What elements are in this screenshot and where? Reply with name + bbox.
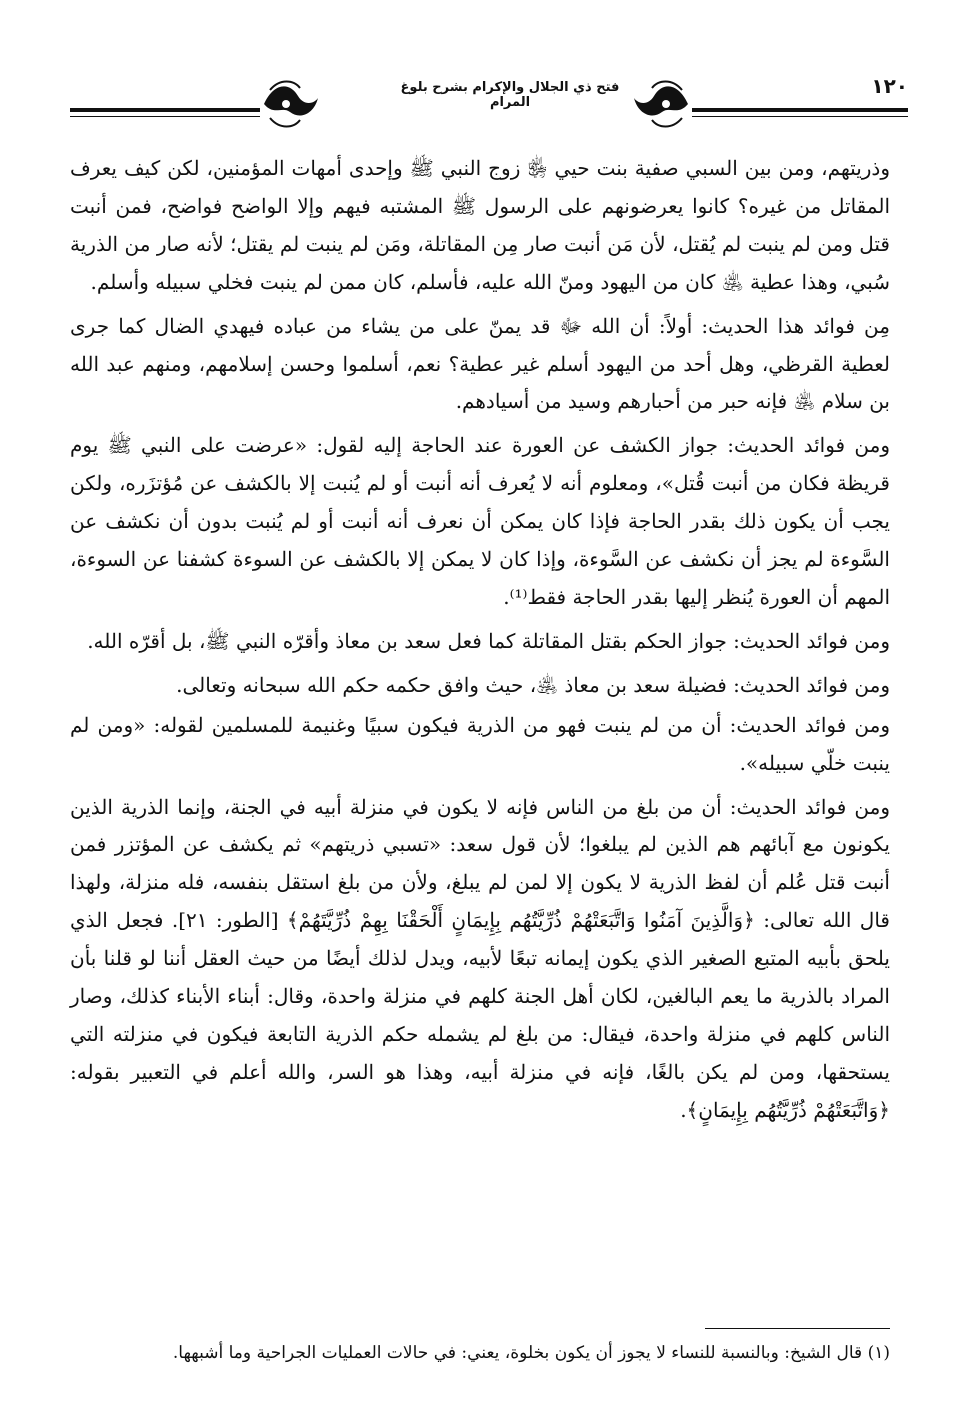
- paragraph: ومن فوائد الحديث: جواز الكشف عن العورة عند الحاجة إليه لقول: «عرضت على النبي ﷺ يوم قريظة فكان من أنبت قُتل»، ومعلوم أنه لا يُعرف أنه أنبت أو لم يُنبت إلا بالكشف عن مُؤتزَره، ولكن يجب أن يكون ذلك بقدر الحاجة فإذا كان يمكن أن نعرف أنه أنبت أو لم يُنبت بدون أن نكشف عن السَّوءة لم يجز أن نكشف عن السَّوءة، وإذا كان لا يمكن إلا بالكشف عن السوءة كشفنا عن السوءة، المهم أن العورة يُنظر إليها بقدر الحاجة فقط⁽¹⁾.: [70, 433, 890, 609]
- paragraph: ومن فوائد الحديث: أن من لم ينبت فهو من الذرية فيكون سبيًا وغنيمة للمسلمين لقوله: «ومن لم ينبت خلّي سبيله».: [70, 712, 890, 775]
- body-text: [70, 150, 890, 1136]
- header-rule-right: [692, 108, 908, 112]
- footnote: (١) قال الشيخ: وبالنسبة للنساء لا يجوز أن يكون بخلوة، يعني: في حالات العمليات الجراحية وما أشبهها.: [172, 1343, 890, 1363]
- header-rule-left: [70, 108, 260, 112]
- left-ornament-icon: [260, 76, 322, 132]
- right-ornament-icon: [630, 76, 692, 132]
- header-rule-right-thin: [692, 116, 908, 117]
- running-header: [70, 72, 908, 142]
- paragraph: وذريتهم، ومن بين السبي صفية بنت حيي ﵂ زوج النبي ﷺ وإحدى أمهات المؤمنين، لكن كيف يعرف المقاتل من غيره؟ كانوا يعرضونهم على الرسول ﷺ المشتبه فيهم وإلا الواضح فواضح، فمن أنبت قتل ومن لم ينبت لم يُقتل، لأن مَن أنبت صار مِن المقاتلة، ومَن لم ينبت لم يقتل؛ لأنه صار من الذرية سُبي، وهذا عطية ﵁ كان من اليهود ومنّ الله عليه، فأسلم، كان ممن لم ينبت فخلي سبيله وأسلم.: [70, 156, 890, 294]
- header-rule-left-thin: [70, 116, 260, 117]
- page-number: ١٢٠: [871, 74, 908, 98]
- paragraph: مِن فوائد هذا الحديث: أولاً: أن الله ﷻ قد يمنّ على من يشاء من عباده فيهدي الضال كما جرى لعطية القرظي، وهل أحد من اليهود أسلم غير عطية؟ نعم، أسلموا وحسن إسلامهم، ومنهم عبد الله بن سلام ﵁ فإنه حبر من أحبارهم وسيد من أسيادهم.: [70, 313, 890, 414]
- paragraph: ومن فوائد الحديث: فضيلة سعد بن معاذ ﵁، حيث وافق حكمه حكم الله سبحانه وتعالى.: [176, 672, 890, 697]
- paragraph: ومن فوائد الحديث: جواز الحكم بقتل المقاتلة كما فعل سعد بن معاذ وأقرّه النبي ﷺ، بل أقرّه الله.: [87, 628, 890, 653]
- header-title: فتح ذي الجلال والإكرام بشرح بلوغ المرام: [400, 80, 620, 110]
- footnote-separator: [705, 1328, 890, 1329]
- paragraph: ومن فوائد الحديث: أن من بلغ من الناس فإنه لا يكون في منزلة أبيه في الجنة، وإنما الذرية الذين يكونون مع آبائهم هم الذين لم يبلغوا؛ لأن قول سعد: «تسبي ذريتهم» ثم يكشف عن المؤتزر فمن أنبت قتل عُلم أن لفظ الذرية لا يكون إلا لمن لم يبلغ، ولأن من بلغ استقل بنفسه، فله منزلة، ولهذا قال الله تعالى: ﴿وَالَّذِينَ آمَنُوا وَاتَّبَعَتْهُمْ ذُرِّيَّتُهُم بِإِيمَانٍ أَلْحَقْنَا بِهِمْ ذُرِّيَّتَهُمْ﴾ [الطور: ٢١]. فجعل الذي يلحق بأبيه المتبع الصغير الذي يكون إيمانه تبعًا لأبيه، ويدل لذلك أيضًا من حيث العقل أننا لو قلنا بأن المراد بالذرية ما يعم البالغين، لكان أهل الجنة كلهم في منزلة واحدة، وقال: أبناء الأبناء كذلك، وصار الناس كلهم في منزلة واحدة، فيقال: من بلغ لم يشمله حكم الذرية التابعة فيكون في منزلته التي يستحقها، ومن لم يكن بالغًا، فإنه في منزلة أبيه، وهذا هو السر، والله أعلم في التعبير بقوله: ﴿وَاتَّبَعَتْهُمْ ذُرِّيَّتُهُم بِإِيمَانٍ﴾.: [70, 794, 890, 1122]
